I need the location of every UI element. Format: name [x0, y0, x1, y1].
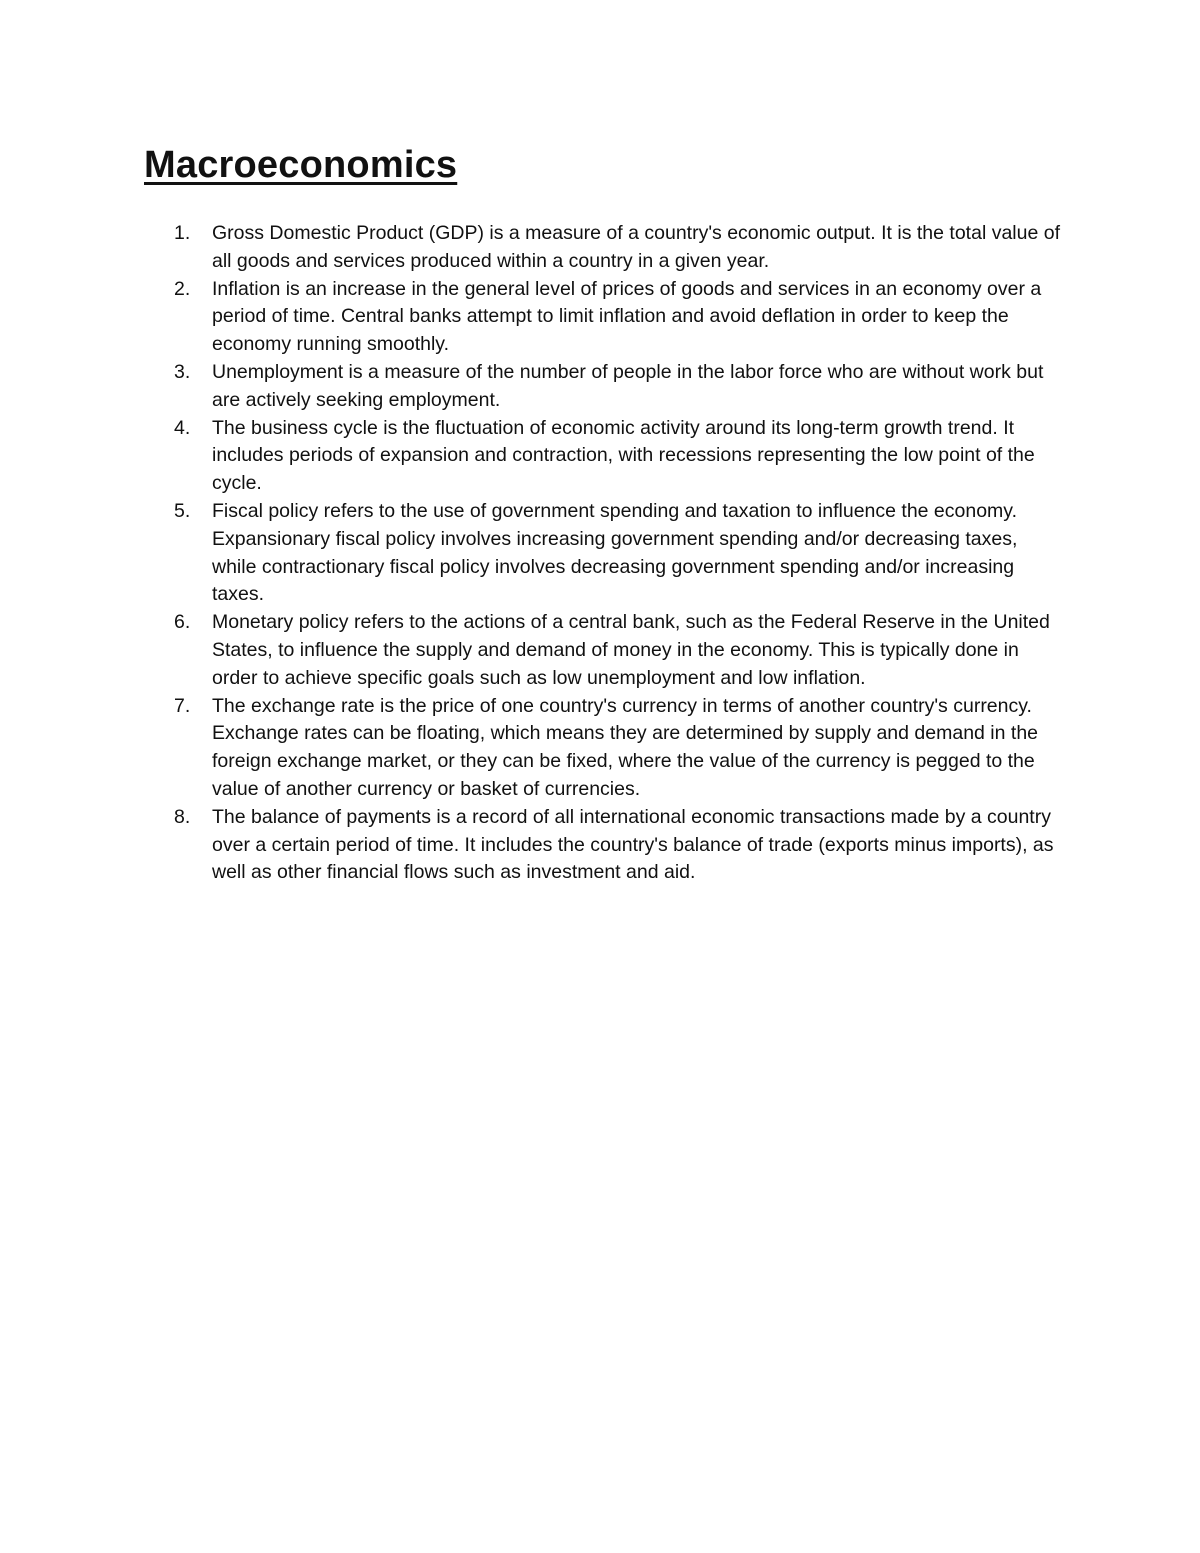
list-item-number: 8.	[174, 805, 191, 828]
list-item-text: Unemployment is a measure of the number of people in the labor force who are without work but are actively seeking employment.	[212, 360, 1044, 411]
list-item-text: Fiscal policy refers to the use of government spending and taxation to influence the economy. Expansionary fiscal policy involves increasing government spending and/or decreasing taxes, while contractionary fiscal policy involves decreasing government spending and/or increasing taxes.	[212, 499, 1018, 606]
document-title: Macroeconomics	[144, 144, 458, 186]
list-item-number: 6.	[174, 611, 191, 634]
list-item-number: 7.	[174, 694, 191, 717]
list-item-text: The business cycle is the fluctuation of economic activity around its long-term growth trend. It includes periods of expansion and contraction, with recessions representing the low point of the cycle.	[212, 416, 1035, 495]
list-item-text: Inflation is an increase in the general level of prices of goods and services in an economy over a period of time. Central banks attempt to limit inflation and avoid deflation in order to keep the economy running smoothly.	[212, 277, 1042, 356]
list-item	[144, 359, 1064, 415]
list-item	[144, 276, 1064, 359]
list-item	[144, 693, 1064, 804]
list-item-text: The exchange rate is the price of one country's currency in terms of another country's currency. Exchange rates can be floating, which means they are determined by supply and demand in the foreign exchange market, or they can be fixed, where the value of the currency is pegged to the value of another currency or basket of currencies.	[212, 694, 1039, 800]
list-item	[144, 804, 1064, 887]
numbered-list	[144, 220, 1064, 887]
list-item-number: 4.	[174, 416, 191, 439]
list-item-number: 2.	[174, 277, 191, 300]
list-item-number: 3.	[174, 360, 191, 383]
list-item-text: Gross Domestic Product (GDP) is a measure of a country's economic output. It is the total value of all goods and services produced within a country in a given year.	[212, 222, 1060, 272]
list-item-number: 1.	[174, 222, 191, 244]
list-item	[144, 220, 1064, 276]
list-item	[144, 609, 1064, 692]
list-item-number: 5.	[174, 499, 191, 522]
list-item	[144, 498, 1064, 609]
list-item	[144, 415, 1064, 498]
list-item-text: Monetary policy refers to the actions of a central bank, such as the Federal Reserve in the United States, to influence the supply and demand of money in the economy. This is typically done in order to achieve specific goals such as low unemployment and low inflation.	[212, 611, 1050, 689]
list-item-text: The balance of payments is a record of all international economic transactions made by a country over a certain period of time. It includes the country's balance of trade (exports minus imports), as well as other financial flows such as investment and aid.	[212, 805, 1054, 884]
